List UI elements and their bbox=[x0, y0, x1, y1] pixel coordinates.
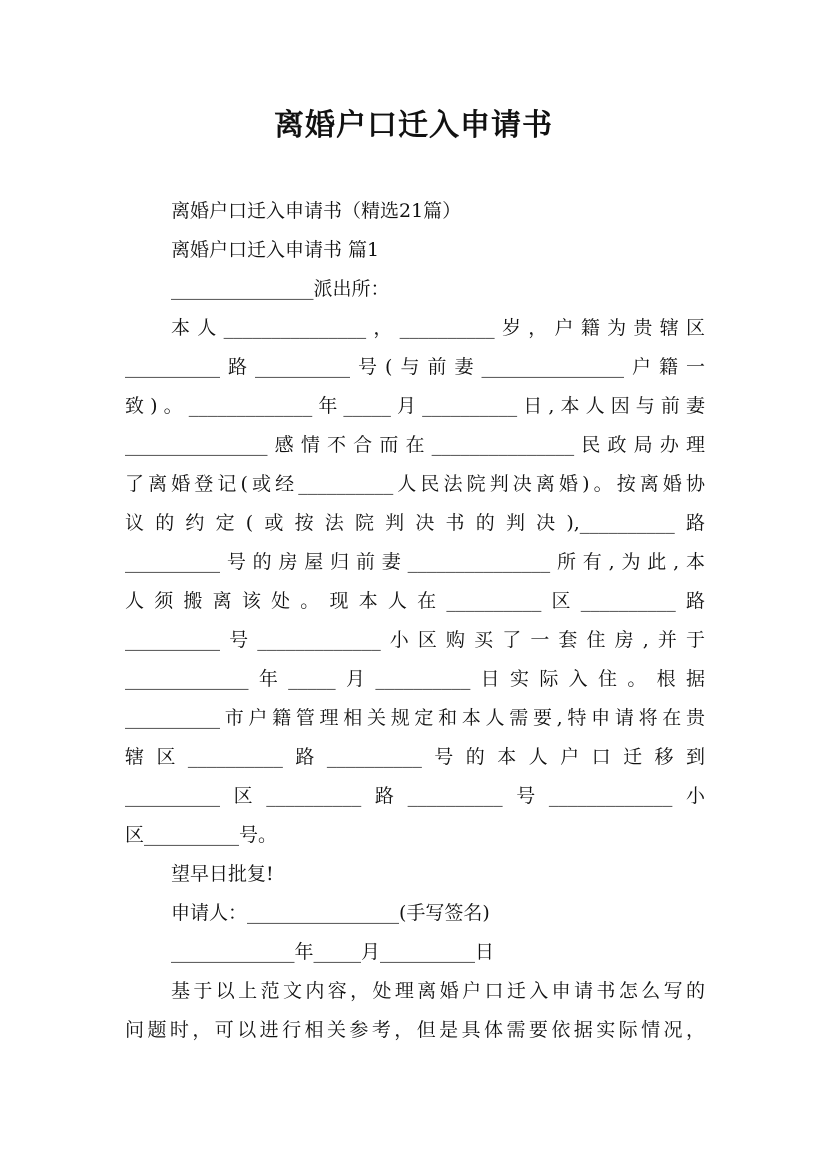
document-line: __________号的房屋归前妻_______________所有,为此,本 bbox=[125, 551, 705, 573]
document-line: _______________感情不合而在_______________民政局办理 bbox=[125, 434, 705, 456]
document-line: __________区__________路__________号_____________小 bbox=[125, 785, 705, 807]
document-line: 辖区__________路__________号的本人户口迁移到 bbox=[125, 746, 705, 768]
document-line: __________号_____________小区购买了一套住房,并于 bbox=[125, 629, 705, 651]
document-line: _____________年_____月__________日 bbox=[171, 941, 495, 963]
document-line: 本人_______________，__________岁，户籍为贵辖区 bbox=[171, 317, 705, 339]
document-line: _______________派出所： bbox=[171, 278, 390, 300]
document-line: 致)。_____________年_____月__________日,本人因与前妻 bbox=[125, 395, 705, 417]
document-line: 了离婚登记(或经__________人民法院判决离婚)。按离婚协 bbox=[125, 473, 705, 495]
document-line: _____________年_____月__________日实际入住。根据 bbox=[125, 668, 705, 690]
document-line: 议的约定(或按法院判决书的判决),__________路 bbox=[125, 512, 705, 534]
document-body bbox=[125, 192, 705, 1050]
document-line: 基于以上范文内容，处理离婚户口迁入申请书怎么写的 bbox=[171, 980, 705, 1002]
document-line: 问题时，可以进行相关参考，但是具体需要依据实际情况， bbox=[125, 1019, 705, 1041]
document-line: 望早日批复! bbox=[171, 863, 274, 885]
document-line: 离婚户口迁入申请书 篇1 bbox=[171, 239, 380, 261]
document-line: 离婚户口迁入申请书（精选21篇） bbox=[171, 200, 462, 222]
document-line: 人须搬离该处。现本人在__________区__________路 bbox=[125, 590, 705, 612]
document-line: 区__________号。 bbox=[125, 824, 278, 846]
document-line: 申请人：________________(手写签名) bbox=[171, 902, 490, 924]
document-title: 离婚户口迁入申请书 bbox=[274, 108, 553, 143]
document-line: __________路__________号(与前妻_______________户籍一 bbox=[125, 356, 705, 378]
document-line: __________市户籍管理相关规定和本人需要,特申请将在贵 bbox=[125, 707, 705, 729]
